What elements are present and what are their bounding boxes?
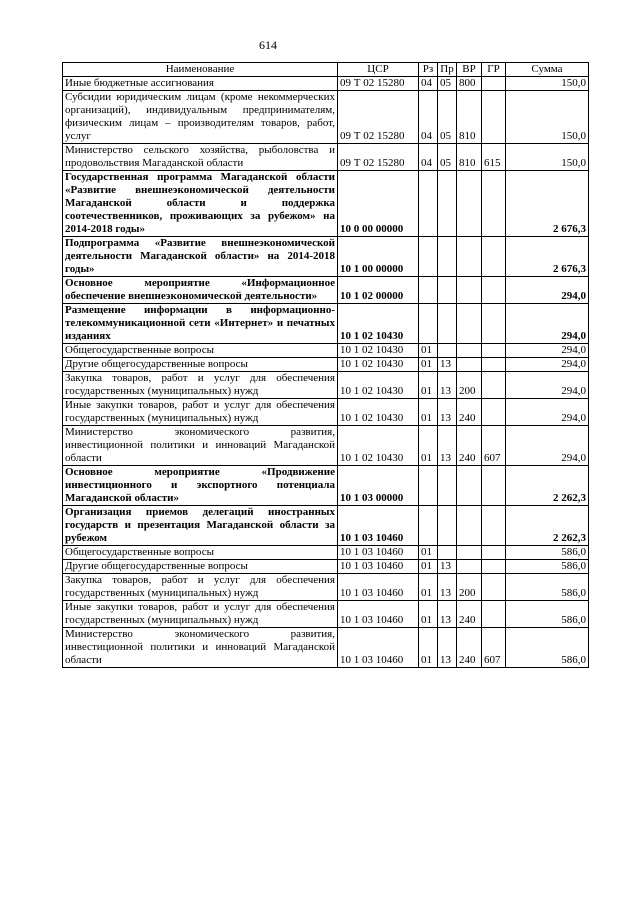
cell-csr: 10 1 02 10430	[338, 372, 419, 399]
table-row	[63, 399, 589, 426]
cell-pr: 05	[438, 77, 457, 91]
cell-gr	[482, 304, 506, 344]
cell-sum: 294,0	[506, 426, 589, 466]
cell-gr	[482, 546, 506, 560]
cell-rz: 01	[419, 574, 438, 601]
cell-vr: 200	[457, 372, 482, 399]
cell-rz: 04	[419, 77, 438, 91]
cell-vr: 240	[457, 628, 482, 668]
cell-csr: 09 Т 02 15280	[338, 144, 419, 171]
cell-vr: 240	[457, 426, 482, 466]
cell-gr	[482, 601, 506, 628]
cell-csr: 10 1 03 10460	[338, 601, 419, 628]
cell-gr	[482, 560, 506, 574]
cell-vr: 800	[457, 77, 482, 91]
cell-rz	[419, 171, 438, 237]
cell-rz	[419, 304, 438, 344]
cell-name: Государственная программа Магаданской области «Развитие внешнеэкономической деятельности Магаданской области и поддержка соотечественников, проживающих за рубежом» на 2014-2018 годы»	[63, 171, 338, 237]
table-row	[63, 546, 589, 560]
cell-sum: 294,0	[506, 344, 589, 358]
column-header-rz: Рз	[419, 63, 438, 77]
cell-pr: 13	[438, 358, 457, 372]
cell-name: Другие общегосударственные вопросы	[63, 560, 338, 574]
table-row	[63, 171, 589, 237]
cell-vr	[457, 344, 482, 358]
cell-sum: 586,0	[506, 574, 589, 601]
cell-vr: 810	[457, 144, 482, 171]
cell-vr: 240	[457, 601, 482, 628]
cell-sum: 2 262,3	[506, 506, 589, 546]
cell-pr: 05	[438, 91, 457, 144]
table-row	[63, 506, 589, 546]
cell-sum: 586,0	[506, 546, 589, 560]
cell-rz: 01	[419, 546, 438, 560]
cell-csr: 10 0 00 00000	[338, 171, 419, 237]
table-row	[63, 91, 589, 144]
cell-name: Министерство сельского хозяйства, рыболовства и продовольствия Магаданской области	[63, 144, 338, 171]
column-header-csr: ЦСР	[338, 63, 419, 77]
cell-rz	[419, 277, 438, 304]
cell-rz: 01	[419, 426, 438, 466]
cell-csr: 10 1 00 00000	[338, 237, 419, 277]
cell-pr: 05	[438, 144, 457, 171]
table-row	[63, 426, 589, 466]
cell-sum: 294,0	[506, 372, 589, 399]
table-header-row	[63, 63, 589, 77]
cell-rz: 01	[419, 358, 438, 372]
cell-gr: 615	[482, 144, 506, 171]
cell-rz	[419, 237, 438, 277]
cell-gr	[482, 506, 506, 546]
cell-pr: 13	[438, 426, 457, 466]
table-row	[63, 344, 589, 358]
cell-name: Иные закупки товаров, работ и услуг для обеспечения государственных (муниципальных) нужд	[63, 399, 338, 426]
cell-name: Закупка товаров, работ и услуг для обеспечения государственных (муниципальных) нужд	[63, 372, 338, 399]
cell-gr	[482, 171, 506, 237]
cell-gr	[482, 277, 506, 304]
column-header-pr: Пр	[438, 63, 457, 77]
cell-csr: 10 1 03 10460	[338, 628, 419, 668]
cell-csr: 10 1 03 10460	[338, 506, 419, 546]
table-row	[63, 277, 589, 304]
cell-gr: 607	[482, 426, 506, 466]
cell-csr: 10 1 03 10460	[338, 560, 419, 574]
table-row	[63, 372, 589, 399]
column-header-sum: Сумма	[506, 63, 589, 77]
cell-pr	[438, 304, 457, 344]
cell-name: Закупка товаров, работ и услуг для обеспечения государственных (муниципальных) нужд	[63, 574, 338, 601]
cell-vr	[457, 304, 482, 344]
cell-gr	[482, 399, 506, 426]
cell-pr: 13	[438, 574, 457, 601]
cell-rz	[419, 506, 438, 546]
cell-csr: 10 1 02 00000	[338, 277, 419, 304]
cell-gr	[482, 574, 506, 601]
column-header-gr: ГР	[482, 63, 506, 77]
cell-csr: 10 1 03 10460	[338, 574, 419, 601]
cell-rz: 01	[419, 344, 438, 358]
cell-name: Иные бюджетные ассигнования	[63, 77, 338, 91]
cell-csr: 09 Т 02 15280	[338, 91, 419, 144]
cell-pr	[438, 237, 457, 277]
cell-vr	[457, 277, 482, 304]
cell-name: Подпрограмма «Развитие внешнеэкономической деятельности Магаданской области» на 2014-2018 годы»	[63, 237, 338, 277]
cell-vr: 810	[457, 91, 482, 144]
cell-rz: 04	[419, 144, 438, 171]
cell-csr: 10 1 02 10430	[338, 399, 419, 426]
cell-csr: 10 1 03 00000	[338, 466, 419, 506]
cell-rz: 01	[419, 628, 438, 668]
cell-gr: 607	[482, 628, 506, 668]
cell-gr	[482, 77, 506, 91]
cell-pr	[438, 546, 457, 560]
cell-vr	[457, 358, 482, 372]
cell-csr: 10 1 03 10460	[338, 546, 419, 560]
budget-table	[62, 62, 589, 668]
cell-gr	[482, 344, 506, 358]
cell-pr: 13	[438, 628, 457, 668]
cell-vr	[457, 237, 482, 277]
cell-vr	[457, 560, 482, 574]
cell-sum: 294,0	[506, 399, 589, 426]
cell-vr	[457, 506, 482, 546]
cell-name: Организация приемов делегаций иностранных государств и презентация Магаданской области за рубежом	[63, 506, 338, 546]
cell-name: Другие общегосударственные вопросы	[63, 358, 338, 372]
cell-sum: 586,0	[506, 628, 589, 668]
cell-rz: 04	[419, 91, 438, 144]
cell-rz: 01	[419, 560, 438, 574]
cell-pr	[438, 171, 457, 237]
cell-pr	[438, 277, 457, 304]
cell-sum: 150,0	[506, 91, 589, 144]
cell-sum: 2 676,3	[506, 171, 589, 237]
page-number: 614	[259, 38, 277, 52]
cell-sum: 586,0	[506, 601, 589, 628]
cell-sum: 2 676,3	[506, 237, 589, 277]
table-row	[63, 466, 589, 506]
table-row	[63, 560, 589, 574]
cell-csr: 10 1 02 10430	[338, 426, 419, 466]
cell-name: Основное мероприятие «Продвижение инвестиционного и экспортного потенциала Магаданской области»	[63, 466, 338, 506]
cell-vr: 240	[457, 399, 482, 426]
cell-sum: 294,0	[506, 277, 589, 304]
cell-csr: 10 1 02 10430	[338, 358, 419, 372]
cell-sum: 586,0	[506, 560, 589, 574]
cell-pr	[438, 506, 457, 546]
cell-gr	[482, 237, 506, 277]
cell-vr	[457, 546, 482, 560]
cell-pr: 13	[438, 560, 457, 574]
table-row	[63, 358, 589, 372]
cell-name: Общегосударственные вопросы	[63, 344, 338, 358]
table-row	[63, 628, 589, 668]
cell-sum: 150,0	[506, 77, 589, 91]
cell-pr: 13	[438, 399, 457, 426]
cell-name: Субсидии юридическим лицам (кроме некоммерческих организаций), индивидуальным предпринимателям, физическим лицам – производителям товаров, работ, услуг	[63, 91, 338, 144]
cell-vr	[457, 171, 482, 237]
cell-csr: 10 1 02 10430	[338, 304, 419, 344]
cell-rz: 01	[419, 399, 438, 426]
cell-rz: 01	[419, 372, 438, 399]
cell-csr: 10 1 02 10430	[338, 344, 419, 358]
cell-sum: 2 262,3	[506, 466, 589, 506]
cell-sum: 150,0	[506, 144, 589, 171]
cell-name: Основное мероприятие «Информационное обеспечение внешнеэкономической деятельности»	[63, 277, 338, 304]
column-header-name: Наименование	[63, 63, 338, 77]
cell-name: Министерство экономического развития, инвестиционной политики и инноваций Магаданской области	[63, 628, 338, 668]
table-row	[63, 304, 589, 344]
cell-pr	[438, 344, 457, 358]
cell-rz: 01	[419, 601, 438, 628]
column-header-vr: ВР	[457, 63, 482, 77]
cell-gr	[482, 358, 506, 372]
table-row	[63, 77, 589, 91]
table-row	[63, 237, 589, 277]
cell-name: Иные закупки товаров, работ и услуг для обеспечения государственных (муниципальных) нужд	[63, 601, 338, 628]
cell-name: Общегосударственные вопросы	[63, 546, 338, 560]
table-row	[63, 574, 589, 601]
cell-rz	[419, 466, 438, 506]
cell-gr	[482, 466, 506, 506]
cell-gr	[482, 91, 506, 144]
cell-sum: 294,0	[506, 358, 589, 372]
cell-pr: 13	[438, 601, 457, 628]
cell-pr	[438, 466, 457, 506]
table-row	[63, 601, 589, 628]
cell-vr: 200	[457, 574, 482, 601]
cell-gr	[482, 372, 506, 399]
cell-pr: 13	[438, 372, 457, 399]
cell-name: Министерство экономического развития, инвестиционной политики и инноваций Магаданской области	[63, 426, 338, 466]
cell-name: Размещение информации в информационно-телекоммуникационной сети «Интернет» и печатных изданиях	[63, 304, 338, 344]
cell-csr: 09 Т 02 15280	[338, 77, 419, 91]
cell-vr	[457, 466, 482, 506]
cell-sum: 294,0	[506, 304, 589, 344]
table-row	[63, 144, 589, 171]
